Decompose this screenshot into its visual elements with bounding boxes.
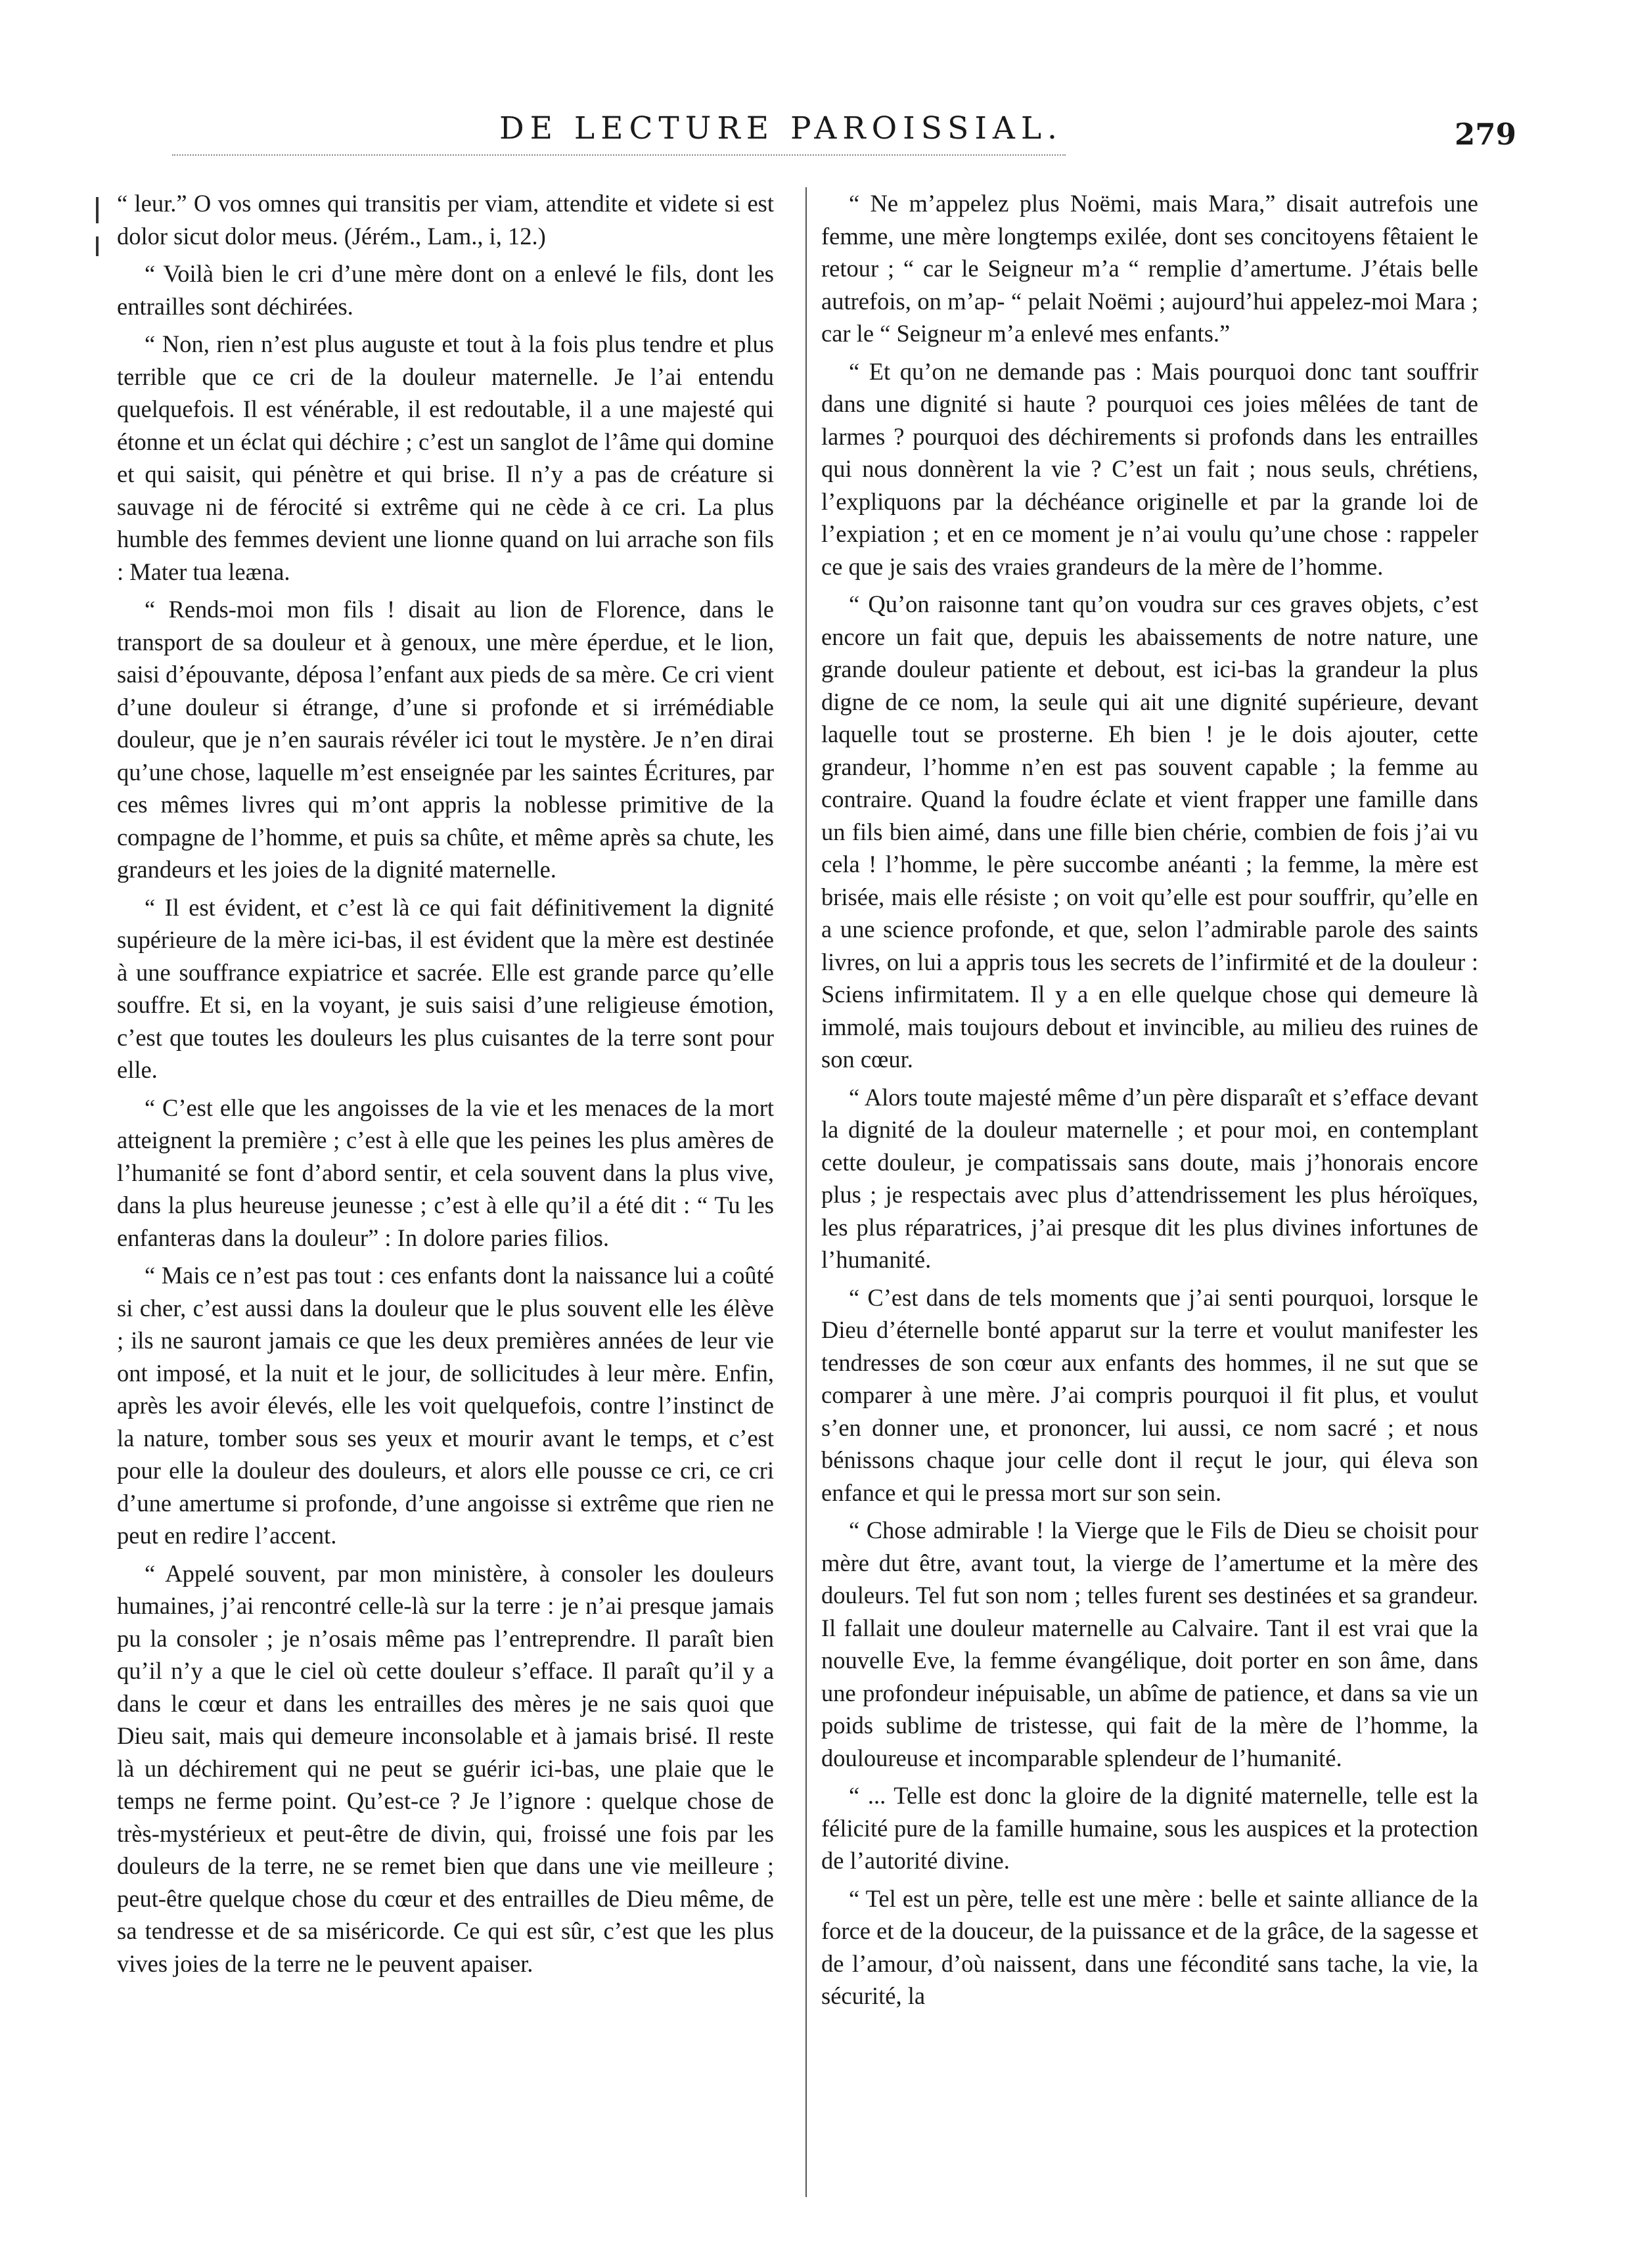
paragraph: “ Chose admirable ! la Vierge que le Fils de Dieu se choisit pour mère dut être, avant tout, la vierge de l’amertume et la mère des douleurs. Tel fut son nom ; telles furent ses destinées et sa grandeur. Il fallait une douleur maternelle au Calvaire. Tant il est vrai que la nouvelle Eve, la femme évangélique, doit porter en son âme, dans une profondeur inépuisable, un abîme de patience, et dans sa vie un poids sublime de tristesse, qui fait de la mère de l’homme, la douloureuse et incomparable splendeur de l’humanité.	[821, 1517, 1478, 1771]
left-column	[117, 187, 774, 1985]
paragraph: “ Tel est un père, telle est une mère : belle et sainte alliance de la force et de la douceur, de la puissance et de la grâce, de la sagesse et de l’amour, d’où naissent, dans une fécondité sans tache, la vie, la sécurité, la	[821, 1884, 1478, 2009]
margin-mark	[96, 236, 99, 256]
paragraph: “ Mais ce n’est pas tout : ces enfants dont la naissance lui a coûté si cher, c’est aussi dans la douleur que le plus souvent elle les élève ; ils ne sauront jamais ce que les deux premières années de leur vie ont imposé, et la nuit et le jour, de sollicitudes à leur mère. Enfin, après les avoir élevés, elle les voit quelquefois, contre l’instinct de la nature, tomber sous ses yeux et mourir avant le temps, et c’est pour elle la douleur des douleurs, et alors elle pousse ce cri, ce cri d’une amertume si profonde, d’une angoisse si extrême que rien ne peut en redire l’accent.	[117, 1262, 774, 1549]
header-rule	[172, 154, 1066, 156]
right-column	[821, 187, 1478, 2018]
paragraph: “ Voilà bien le cri d’une mère dont on a enlevé le fils, dont les entrailles sont déchirées.	[117, 260, 774, 320]
paragraph: “ ... Telle est donc la gloire de la dignité maternelle, telle est la félicité pure de la famille humaine, sous les auspices et la protection de l’autorité divine.	[821, 1782, 1478, 1874]
column-divider	[805, 187, 807, 2197]
paragraph: “ leur.” O vos omnes qui transitis per viam, attendite et videte si est dolor sicut dolor meus. (Jérém., Lam., i, 12.)	[117, 190, 774, 250]
paragraph: “ C’est dans de tels moments que j’ai senti pourquoi, lorsque le Dieu d’éternelle bonté apparut sur la terre et voulut manifester les tendresses de son cœur aux enfants des hommes, il ne sut que se comparer à une mère. J’ai compris pourquoi il fit plus, et voulut s’en donner une, et prononcer, lui aussi, ce nom sacré ; et nous bénissons chaque jour celle dont il reçut le jour, qui éleva son enfance et qui le pressa mort sur son sein.	[821, 1283, 1478, 1506]
margin-mark	[96, 197, 99, 223]
paragraph: “ Rends-moi mon fils ! disait au lion de Florence, dans le transport de sa douleur et à genoux, une mère éperdue, et le lion, saisi d’épouvante, déposa l’enfant aux pieds de sa mère. Ce cri vient d’une douleur si étrange, d’une si profonde et si irrémédiable douleur, que je n’en saurais révéler ici tout le mystère. Je n’en dirai qu’une chose, laquelle m’est enseignée par les saintes Écritures, par ces mêmes livres qui m’ont appris la noblesse primitive de la compagne de l’homme, et puis sa chûte, et même après sa chute, les grandeurs et les joies de la dignité maternelle.	[117, 596, 774, 883]
paragraph: “ Et qu’on ne demande pas : Mais pourquoi donc tant souffrir dans une dignité si haute ? pourquoi ces joies mêlées de tant de larmes ? pourquoi des déchirements si profonds dans les entrailles qui nous donnèrent la vie ? C’est un fait ; nous seuls, chrétiens, l’expliquons par la déchéance originelle et par la grande loi de l’expiation ; et en ce moment je n’ai voulu qu’une chose : rappeler ce que je sais des vraies grandeurs de la mère de l’homme.	[821, 357, 1478, 580]
paragraph: “ Non, rien n’est plus auguste et tout à la fois plus tendre et plus terrible que ce cri de la douleur maternelle. Je l’ai entendu quelquefois. Il est vénérable, il est redoutable, il a une majesté qui étonne et un éclat qui déchire ; c’est un sanglot de l’âme qui domine et qui saisit, qui pénètre et qui brise. Il n’y a pas de créature si sauvage ni de férocité si extrême qui ne cède à ce cri. La plus humble des femmes devient une lionne quand on lui arrache son fils : Mater tua leæna.	[117, 330, 774, 585]
running-title: DE LECTURE PAROISSIAL.	[499, 110, 1063, 146]
paragraph: “ Il est évident, et c’est là ce qui fait définitivement la dignité supérieure de la mère ici-bas, il est évident que la mère est destinée à une souffrance expiatrice et sacrée. Elle est grande parce qu’elle souffre. Et si, en la voyant, je suis saisi d’une religieuse émotion, c’est que toutes les douleurs les plus cuisantes de la terre sont pour elle.	[117, 893, 774, 1083]
page-number: 279	[1455, 117, 1516, 152]
paragraph: “ C’est elle que les angoisses de la vie et les menaces de la mort atteignent la première ; c’est à elle que les peines les plus amères de l’humanité se font d’abord sentir, et cela souvent dans la plus vive, dans la plus heureuse jeunesse ; c’est à elle qu’il a été dit : “ Tu les enfanteras dans la douleur” : In dolore paries filios.	[117, 1094, 774, 1251]
running-header	[0, 110, 1630, 150]
paragraph: “ Qu’on raisonne tant qu’on voudra sur ces graves objets, c’est encore un fait que, depuis les abaissements de notre nature, une grande douleur patiente et debout, est ici-bas la grandeur la plus digne de ce nom, la seule qui ait une dignité supérieure, devant laquelle tout se prosterne. Eh bien ! je le dois ajouter, cette grandeur, l’homme n’en est pas souvent capable ; la femme au contraire. Quand la foudre éclate et vient frapper une famille dans un fils bien aimé, dans une fille bien chérie, combien de fois j’ai vu cela ! l’homme, le père succombe anéanti ; la femme, la mère est brisée, mais elle résiste ; on voit qu’elle est pour souffrir, qu’elle en a une science profonde, et que, selon l’admirable parole des saints livres, on lui a appris tous les secrets de l’infirmité et de la douleur : Sciens infirmitatem. Il y a en elle quelque chose qui demeure là immolé, mais toujours debout et invincible, au milieu des ruines de son cœur.	[821, 590, 1478, 1073]
paragraph: “ Ne m’appelez plus Noëmi, mais Mara,” disait autrefois une femme, une mère longtemps exilée, dont ses concitoyens fêtaient le retour ; “ car le Seigneur m’a “ remplie d’amertume. J’étais belle autrefois, on m’ap- “ pelait Noëmi ; aujourd’hui appelez-moi Mara ; car le “ Seigneur m’a enlevé mes enfants.”	[821, 190, 1478, 347]
paragraph: “ Alors toute majesté même d’un père disparaît et s’efface devant la dignité de la douleur maternelle ; et pour moi, en contemplant cette douleur, je compatissais sans doute, mais j’honorais encore plus ; je respectais avec plus d’attendrissement les plus héroïques, les plus réparatrices, j’ai presque dit les plus divines infortunes de l’humanité.	[821, 1083, 1478, 1273]
paragraph: “ Appelé souvent, par mon ministère, à consoler les douleurs humaines, j’ai rencontré celle-là sur la terre : je n’ai presque jamais pu la consoler ; je n’osais même pas l’entreprendre. Il paraît bien qu’il n’y a que le ciel où cette douleur s’efface. Il paraît qu’il y a dans le cœur et dans les entrailles des mères je ne sais quoi que Dieu sait, mais qui demeure inconsolable et à jamais brisé. Il reste là un déchirement qui ne peut se guérir ici-bas, une plaie que le temps ne ferme point. Qu’est-ce ? Je l’ignore : quelque chose de très-mystérieux et peut-être de divin, qui, froissé une fois par les douleurs de la terre, ne se remet bien que dans une vie meilleure ; peut-être quelque chose du cœur et des entrailles de Dieu même, de sa tendresse et de sa miséricorde. Ce qui est sûr, c’est que les plus vives joies de la terre ne le peuvent apaiser.	[117, 1559, 774, 1977]
